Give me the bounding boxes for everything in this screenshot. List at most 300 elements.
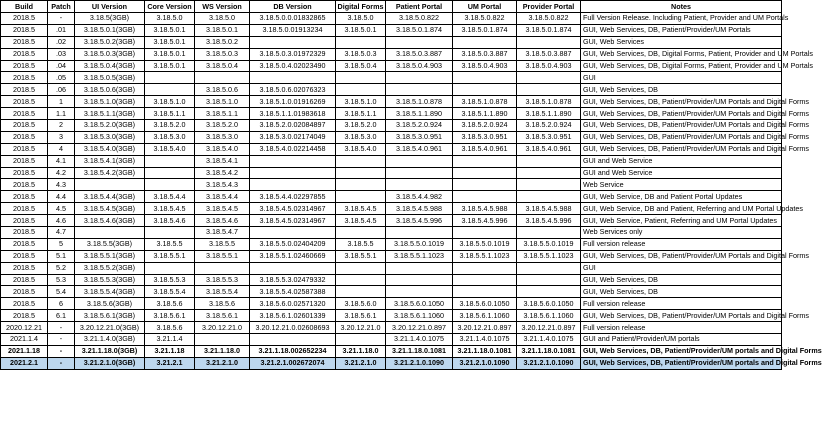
patient-portal-cell[interactable] xyxy=(386,262,453,274)
patch-cell[interactable]: 1.1 xyxy=(48,108,75,120)
um-portal-cell[interactable]: 3.18.5.5.1.1023 xyxy=(453,250,517,262)
core-version-cell[interactable]: 3.18.5.5.1 xyxy=(145,250,195,262)
table-row[interactable] xyxy=(1,310,782,322)
um-portal-cell[interactable] xyxy=(453,191,517,203)
build-cell[interactable]: 2021.1.4 xyxy=(1,334,48,346)
db-version-cell[interactable] xyxy=(250,155,336,167)
notes-cell[interactable]: GUI, Web Services, DB, Patient/Provider/UM Portals and Digital Forms xyxy=(581,96,782,108)
patch-cell[interactable]: 5.1 xyxy=(48,250,75,262)
build-cell[interactable]: 2018.5 xyxy=(1,203,48,215)
build-cell[interactable]: 2018.5 xyxy=(1,179,48,191)
table-row[interactable] xyxy=(1,286,782,298)
digital-forms-cell[interactable] xyxy=(336,334,386,346)
table-row[interactable] xyxy=(1,215,782,227)
ws-version-cell[interactable]: 3.18.5.4.3 xyxy=(195,179,250,191)
um-portal-cell[interactable]: 3.18.5.1.1.890 xyxy=(453,108,517,120)
ui-version-cell[interactable]: 3.18.5.5(3GB) xyxy=(75,238,145,250)
build-cell[interactable]: 2018.5 xyxy=(1,143,48,155)
patch-cell[interactable]: .01 xyxy=(48,24,75,36)
notes-cell[interactable]: GUI, Web Service, Patient, Referring and UM Portal Updates xyxy=(581,215,782,227)
ui-version-cell[interactable]: 3.21.1.4.0(3GB) xyxy=(75,334,145,346)
db-version-cell[interactable] xyxy=(250,167,336,179)
db-version-cell[interactable] xyxy=(250,179,336,191)
patient-portal-cell[interactable]: 3.18.5.0.822 xyxy=(386,13,453,25)
provider-portal-cell[interactable]: 3.18.5.1.1.890 xyxy=(517,108,581,120)
table-row[interactable] xyxy=(1,96,782,108)
ws-version-cell[interactable]: 3.18.5.4.2 xyxy=(195,167,250,179)
build-cell[interactable]: 2018.5 xyxy=(1,262,48,274)
ui-version-cell[interactable]: 3.18.5.1.0(3GB) xyxy=(75,96,145,108)
notes-cell[interactable]: Full version release xyxy=(581,298,782,310)
ui-version-cell[interactable]: 3.18.5.1.1(3GB) xyxy=(75,108,145,120)
digital-forms-cell[interactable] xyxy=(336,36,386,48)
patch-cell[interactable]: 4.5 xyxy=(48,203,75,215)
provider-portal-cell[interactable]: 3.18.5.5.0.1019 xyxy=(517,238,581,250)
ws-version-cell[interactable]: 3.18.5.5 xyxy=(195,238,250,250)
digital-forms-cell[interactable] xyxy=(336,227,386,239)
ui-version-cell[interactable]: 3.21.1.18.0(3GB) xyxy=(75,345,145,357)
core-version-cell[interactable]: 3.21.1.18 xyxy=(145,345,195,357)
core-version-cell[interactable]: 3.18.5.0.1 xyxy=(145,60,195,72)
notes-cell[interactable]: GUI, Web Services, DB xyxy=(581,286,782,298)
patch-cell[interactable]: .03 xyxy=(48,48,75,60)
patient-portal-cell[interactable]: 3.18.5.0.4.903 xyxy=(386,60,453,72)
build-cell[interactable]: 2018.5 xyxy=(1,120,48,132)
provider-portal-cell[interactable]: 3.18.5.5.1.1023 xyxy=(517,250,581,262)
um-portal-cell[interactable]: 3.21.1.18.0.1081 xyxy=(453,345,517,357)
notes-cell[interactable]: Full version release xyxy=(581,322,782,334)
provider-portal-cell[interactable]: 3.18.5.6.1.1060 xyxy=(517,310,581,322)
ws-version-cell[interactable]: 3.18.5.0.3 xyxy=(195,48,250,60)
ui-version-cell[interactable]: 3.20.12.21.0(3GB) xyxy=(75,322,145,334)
digital-forms-cell[interactable]: 3.18.5.0.4 xyxy=(336,60,386,72)
ui-version-cell[interactable]: 3.18.5.0.6(3GB) xyxy=(75,84,145,96)
digital-forms-cell[interactable]: 3.18.5.0 xyxy=(336,13,386,25)
patch-cell[interactable]: 4.3 xyxy=(48,179,75,191)
um-portal-cell[interactable]: 3.18.5.4.5.988 xyxy=(453,203,517,215)
um-portal-cell[interactable]: 3.18.5.3.0.951 xyxy=(453,131,517,143)
patient-portal-cell[interactable] xyxy=(386,72,453,84)
core-version-cell[interactable]: 3.18.5.0.1 xyxy=(145,24,195,36)
build-cell[interactable]: 2018.5 xyxy=(1,227,48,239)
digital-forms-cell[interactable]: 3.18.5.1.0 xyxy=(336,96,386,108)
table-row[interactable] xyxy=(1,167,782,179)
notes-cell[interactable]: Web Services only xyxy=(581,227,782,239)
digital-forms-cell[interactable]: 3.18.5.6.1 xyxy=(336,310,386,322)
notes-cell[interactable]: GUI, Web Services, DB, Digital Forms, Patient, Provider and UM Portals xyxy=(581,60,782,72)
ws-version-cell[interactable]: 3.20.12.21.0 xyxy=(195,322,250,334)
ws-version-cell[interactable]: 3.18.5.4.5 xyxy=(195,203,250,215)
provider-portal-cell[interactable]: 3.21.1.4.0.1075 xyxy=(517,334,581,346)
build-cell[interactable]: 2018.5 xyxy=(1,108,48,120)
ws-version-cell[interactable]: 3.18.5.0.6 xyxy=(195,84,250,96)
table-row[interactable] xyxy=(1,120,782,132)
db-version-cell[interactable] xyxy=(250,36,336,48)
notes-cell[interactable]: GUI, Web Services, DB, Patient/Provider/UM Portals and Digital Forms xyxy=(581,108,782,120)
provider-portal-cell[interactable]: 3.18.5.6.0.1050 xyxy=(517,298,581,310)
digital-forms-cell[interactable]: 3.20.12.21.0 xyxy=(336,322,386,334)
build-cell[interactable]: 2018.5 xyxy=(1,60,48,72)
ws-version-cell[interactable]: 3.18.5.4.7 xyxy=(195,227,250,239)
db-version-cell[interactable]: 3.18.5.0.6.02076323 xyxy=(250,84,336,96)
build-cell[interactable]: 2021.2.1 xyxy=(1,357,48,369)
um-portal-cell[interactable] xyxy=(453,286,517,298)
build-cell[interactable]: 2018.5 xyxy=(1,24,48,36)
digital-forms-cell[interactable]: 3.18.5.5.1 xyxy=(336,250,386,262)
core-version-cell[interactable]: 3.18.5.4.6 xyxy=(145,215,195,227)
core-version-cell[interactable]: 3.18.5.6 xyxy=(145,298,195,310)
ui-version-cell[interactable]: 3.18.5.5.2(3GB) xyxy=(75,262,145,274)
patient-portal-cell[interactable] xyxy=(386,155,453,167)
patient-portal-cell[interactable] xyxy=(386,167,453,179)
notes-cell[interactable]: GUI xyxy=(581,72,782,84)
patch-cell[interactable]: 5 xyxy=(48,238,75,250)
ui-version-cell[interactable]: 3.18.5.4.4(3GB) xyxy=(75,191,145,203)
digital-forms-cell[interactable]: 3.18.5.5 xyxy=(336,238,386,250)
ws-version-cell[interactable]: 3.18.5.5.1 xyxy=(195,250,250,262)
db-version-cell[interactable]: 3.18.5.2.0.02084897 xyxy=(250,120,336,132)
patient-portal-cell[interactable]: 3.21.2.1.0.1090 xyxy=(386,357,453,369)
patient-portal-cell[interactable]: 3.18.5.0.3.887 xyxy=(386,48,453,60)
notes-cell[interactable]: GUI, Web Service, DB and Patient Portal Updates xyxy=(581,191,782,203)
table-row[interactable] xyxy=(1,334,782,346)
build-cell[interactable]: 2018.5 xyxy=(1,13,48,25)
ui-version-cell[interactable]: 3.18.5.0.4(3GB) xyxy=(75,60,145,72)
provider-portal-cell[interactable] xyxy=(517,72,581,84)
ui-version-cell[interactable]: 3.18.5(3GB) xyxy=(75,13,145,25)
table-row[interactable] xyxy=(1,322,782,334)
db-version-cell[interactable] xyxy=(250,334,336,346)
db-version-cell[interactable]: 3.18.5.0.0.01832865 xyxy=(250,13,336,25)
ui-version-cell[interactable]: 3.18.5.0.3(3GB) xyxy=(75,48,145,60)
core-version-cell[interactable]: 3.18.5.2.0 xyxy=(145,120,195,132)
db-version-cell[interactable]: 3.18.5.0.3.01972329 xyxy=(250,48,336,60)
core-version-cell[interactable]: 3.18.5.5.4 xyxy=(145,286,195,298)
provider-portal-cell[interactable] xyxy=(517,227,581,239)
ws-version-cell[interactable]: 3.21.2.1.0 xyxy=(195,357,250,369)
ws-version-cell[interactable]: 3.18.5.0.2 xyxy=(195,36,250,48)
db-version-cell[interactable]: 3.18.5.1.0.01916269 xyxy=(250,96,336,108)
ui-version-cell[interactable]: 3.21.2.1.0(3GB) xyxy=(75,357,145,369)
patient-portal-cell[interactable]: 3.18.5.4.5.988 xyxy=(386,203,453,215)
digital-forms-cell[interactable]: 3.21.1.18.0 xyxy=(336,345,386,357)
um-portal-cell[interactable]: 3.20.12.21.0.897 xyxy=(453,322,517,334)
provider-portal-cell[interactable]: 3.18.5.0.1.874 xyxy=(517,24,581,36)
table-row[interactable] xyxy=(1,84,782,96)
patch-cell[interactable]: - xyxy=(48,13,75,25)
ws-version-cell[interactable]: 3.18.5.5.3 xyxy=(195,274,250,286)
patch-cell[interactable]: - xyxy=(48,357,75,369)
um-portal-cell[interactable] xyxy=(453,262,517,274)
ui-version-cell[interactable]: 3.18.5.6.1(3GB) xyxy=(75,310,145,322)
patch-cell[interactable]: - xyxy=(48,322,75,334)
um-portal-cell[interactable] xyxy=(453,167,517,179)
notes-cell[interactable]: GUI, Web Services, DB, Patient/Provider/UM portals and Digital Forms xyxy=(581,345,782,357)
db-version-cell[interactable]: 3.18.5.5.4.02587388 xyxy=(250,286,336,298)
digital-forms-cell[interactable]: 3.18.5.1.1 xyxy=(336,108,386,120)
provider-portal-cell[interactable] xyxy=(517,155,581,167)
db-version-cell[interactable]: 3.18.5.0.01913234 xyxy=(250,24,336,36)
notes-cell[interactable]: GUI xyxy=(581,262,782,274)
build-cell[interactable]: 2018.5 xyxy=(1,96,48,108)
digital-forms-cell[interactable]: 3.18.5.4.5 xyxy=(336,215,386,227)
digital-forms-cell[interactable] xyxy=(336,72,386,84)
db-version-cell[interactable]: 3.21.1.18.002652234 xyxy=(250,345,336,357)
patient-portal-cell[interactable] xyxy=(386,36,453,48)
digital-forms-cell[interactable] xyxy=(336,155,386,167)
core-version-cell[interactable]: 3.18.5.4.0 xyxy=(145,143,195,155)
provider-portal-cell[interactable] xyxy=(517,167,581,179)
table-row[interactable] xyxy=(1,227,782,239)
provider-portal-cell[interactable]: 3.18.5.4.5.988 xyxy=(517,203,581,215)
notes-cell[interactable]: Full Version Release. Including Patient, Provider and UM Portals xyxy=(581,13,782,25)
patch-cell[interactable]: 1 xyxy=(48,96,75,108)
ws-version-cell[interactable]: 3.18.5.1.1 xyxy=(195,108,250,120)
db-version-cell[interactable]: 3.18.5.4.5.02314967 xyxy=(250,203,336,215)
db-version-cell[interactable]: 3.21.2.1.002672074 xyxy=(250,357,336,369)
build-cell[interactable]: 2018.5 xyxy=(1,286,48,298)
core-version-cell[interactable]: 3.18.5.0.1 xyxy=(145,48,195,60)
notes-cell[interactable]: GUI, Web Service, DB and Patient, Referring and UM Portal Updates xyxy=(581,203,782,215)
um-portal-cell[interactable] xyxy=(453,155,517,167)
patch-cell[interactable]: .02 xyxy=(48,36,75,48)
patch-cell[interactable]: 4 xyxy=(48,143,75,155)
provider-portal-cell[interactable]: 3.18.5.4.0.961 xyxy=(517,143,581,155)
core-version-cell[interactable]: 3.18.5.6.1 xyxy=(145,310,195,322)
patient-portal-cell[interactable]: 3.20.12.21.0.897 xyxy=(386,322,453,334)
notes-cell[interactable]: GUI, Web Services, DB, Digital Forms, Patient, Provider and UM Portals xyxy=(581,48,782,60)
db-version-cell[interactable]: 3.18.5.6.1.02601339 xyxy=(250,310,336,322)
patch-cell[interactable]: 3 xyxy=(48,131,75,143)
um-portal-cell[interactable]: 3.18.5.0.3.887 xyxy=(453,48,517,60)
ws-version-cell[interactable] xyxy=(195,72,250,84)
um-portal-cell[interactable]: 3.18.5.2.0.924 xyxy=(453,120,517,132)
table-row[interactable] xyxy=(1,250,782,262)
provider-portal-cell[interactable] xyxy=(517,179,581,191)
build-cell[interactable]: 2018.5 xyxy=(1,238,48,250)
patch-cell[interactable]: 4.6 xyxy=(48,215,75,227)
ws-version-cell[interactable]: 3.18.5.1.0 xyxy=(195,96,250,108)
db-version-cell[interactable]: 3.18.5.5.3.02479332 xyxy=(250,274,336,286)
notes-cell[interactable]: GUI, Web Services, DB, Patient/Provider/UM Portals and Digital Forms xyxy=(581,310,782,322)
db-version-cell[interactable]: 3.18.5.4.0.02214458 xyxy=(250,143,336,155)
ws-version-cell[interactable]: 3.18.5.4.4 xyxy=(195,191,250,203)
ws-version-cell[interactable]: 3.18.5.4.1 xyxy=(195,155,250,167)
provider-portal-cell[interactable]: 3.18.5.0.3.887 xyxy=(517,48,581,60)
patient-portal-cell[interactable]: 3.18.5.4.5.996 xyxy=(386,215,453,227)
core-version-cell[interactable] xyxy=(145,155,195,167)
ws-version-cell[interactable]: 3.21.1.18.0 xyxy=(195,345,250,357)
core-version-cell[interactable] xyxy=(145,84,195,96)
provider-portal-cell[interactable]: 3.18.5.2.0.924 xyxy=(517,120,581,132)
db-version-cell[interactable] xyxy=(250,262,336,274)
um-portal-cell[interactable] xyxy=(453,274,517,286)
core-version-cell[interactable] xyxy=(145,72,195,84)
ws-version-cell[interactable]: 3.18.5.6.1 xyxy=(195,310,250,322)
build-cell[interactable]: 2018.5 xyxy=(1,215,48,227)
core-version-cell[interactable]: 3.18.5.6 xyxy=(145,322,195,334)
um-portal-cell[interactable]: 3.18.5.6.1.1060 xyxy=(453,310,517,322)
um-portal-cell[interactable]: 3.18.5.6.0.1050 xyxy=(453,298,517,310)
db-version-cell[interactable]: 3.18.5.0.4.02023490 xyxy=(250,60,336,72)
patient-portal-cell[interactable]: 3.18.5.4.4.982 xyxy=(386,191,453,203)
digital-forms-cell[interactable]: 3.18.5.3.0 xyxy=(336,131,386,143)
um-portal-cell[interactable] xyxy=(453,72,517,84)
ui-version-cell[interactable]: 3.18.5.6(3GB) xyxy=(75,298,145,310)
ws-version-cell[interactable] xyxy=(195,262,250,274)
patch-cell[interactable]: - xyxy=(48,334,75,346)
core-version-cell[interactable] xyxy=(145,179,195,191)
digital-forms-cell[interactable] xyxy=(336,167,386,179)
digital-forms-cell[interactable]: 3.18.5.4.0 xyxy=(336,143,386,155)
core-version-cell[interactable]: 3.18.5.5 xyxy=(145,238,195,250)
db-version-cell[interactable] xyxy=(250,72,336,84)
patch-cell[interactable]: 4.2 xyxy=(48,167,75,179)
patch-cell[interactable]: 4.7 xyxy=(48,227,75,239)
db-version-cell[interactable]: 3.18.5.4.5.02314967 xyxy=(250,215,336,227)
notes-cell[interactable]: GUI and Web Service xyxy=(581,167,782,179)
provider-portal-cell[interactable] xyxy=(517,191,581,203)
table-row[interactable] xyxy=(1,13,782,25)
provider-portal-cell[interactable]: 3.18.5.0.822 xyxy=(517,13,581,25)
ui-version-cell[interactable]: 3.18.5.4.0(3GB) xyxy=(75,143,145,155)
provider-portal-cell[interactable]: 3.20.12.21.0.897 xyxy=(517,322,581,334)
um-portal-cell[interactable]: 3.18.5.4.0.961 xyxy=(453,143,517,155)
ui-version-cell[interactable]: 3.18.5.5.3(3GB) xyxy=(75,274,145,286)
digital-forms-cell[interactable]: 3.21.2.1.0 xyxy=(336,357,386,369)
table-row[interactable] xyxy=(1,179,782,191)
table-row[interactable] xyxy=(1,143,782,155)
patient-portal-cell[interactable]: 3.18.5.1.1.890 xyxy=(386,108,453,120)
digital-forms-cell[interactable] xyxy=(336,262,386,274)
patient-portal-cell[interactable]: 3.18.5.6.0.1050 xyxy=(386,298,453,310)
build-cell[interactable]: 2020.12.21 xyxy=(1,322,48,334)
provider-portal-cell[interactable]: 3.21.1.18.0.1081 xyxy=(517,345,581,357)
digital-forms-cell[interactable] xyxy=(336,179,386,191)
provider-portal-cell[interactable]: 3.18.5.3.0.951 xyxy=(517,131,581,143)
ws-version-cell[interactable]: 3.18.5.4.6 xyxy=(195,215,250,227)
notes-cell[interactable]: GUI and Web Service xyxy=(581,155,782,167)
build-cell[interactable]: 2021.1.18 xyxy=(1,345,48,357)
patient-portal-cell[interactable] xyxy=(386,227,453,239)
digital-forms-cell[interactable] xyxy=(336,84,386,96)
ui-version-cell[interactable]: 3.18.5.5.4(3GB) xyxy=(75,286,145,298)
patch-cell[interactable]: 6.1 xyxy=(48,310,75,322)
patch-cell[interactable]: - xyxy=(48,345,75,357)
digital-forms-cell[interactable]: 3.18.5.2.0 xyxy=(336,120,386,132)
table-row[interactable] xyxy=(1,262,782,274)
build-cell[interactable]: 2018.5 xyxy=(1,310,48,322)
notes-cell[interactable]: Full version release xyxy=(581,238,782,250)
core-version-cell[interactable]: 3.18.5.0 xyxy=(145,13,195,25)
db-version-cell[interactable] xyxy=(250,227,336,239)
notes-cell[interactable]: GUI, Web Services, DB xyxy=(581,84,782,96)
provider-portal-cell[interactable]: 3.18.5.4.5.996 xyxy=(517,215,581,227)
um-portal-cell[interactable]: 3.18.5.0.822 xyxy=(453,13,517,25)
provider-portal-cell[interactable]: 3.18.5.0.4.903 xyxy=(517,60,581,72)
core-version-cell[interactable]: 3.21.2.1 xyxy=(145,357,195,369)
provider-portal-cell[interactable] xyxy=(517,84,581,96)
ui-version-cell[interactable]: 3.18.5.2.0(3GB) xyxy=(75,120,145,132)
um-portal-cell[interactable]: 3.21.2.1.0.1090 xyxy=(453,357,517,369)
um-portal-cell[interactable] xyxy=(453,36,517,48)
build-cell[interactable]: 2018.5 xyxy=(1,274,48,286)
notes-cell[interactable]: GUI, Web Services, DB, Patient/Provider/UM Portals and Digital Forms xyxy=(581,131,782,143)
patient-portal-cell[interactable] xyxy=(386,84,453,96)
patient-portal-cell[interactable]: 3.18.5.1.0.878 xyxy=(386,96,453,108)
core-version-cell[interactable] xyxy=(145,167,195,179)
digital-forms-cell[interactable]: 3.18.5.4.5 xyxy=(336,203,386,215)
ws-version-cell[interactable]: 3.18.5.0 xyxy=(195,13,250,25)
core-version-cell[interactable]: 3.21.1.4 xyxy=(145,334,195,346)
provider-portal-cell[interactable] xyxy=(517,262,581,274)
patient-portal-cell[interactable]: 3.21.1.4.0.1075 xyxy=(386,334,453,346)
build-cell[interactable]: 2018.5 xyxy=(1,167,48,179)
ws-version-cell[interactable]: 3.18.5.0.1 xyxy=(195,24,250,36)
patch-cell[interactable]: 5.4 xyxy=(48,286,75,298)
patch-cell[interactable]: .06 xyxy=(48,84,75,96)
provider-portal-cell[interactable] xyxy=(517,286,581,298)
db-version-cell[interactable]: 3.18.5.5.1.02460669 xyxy=(250,250,336,262)
patient-portal-cell[interactable]: 3.18.5.0.1.874 xyxy=(386,24,453,36)
build-cell[interactable]: 2018.5 xyxy=(1,36,48,48)
core-version-cell[interactable]: 3.18.5.3.0 xyxy=(145,131,195,143)
ui-version-cell[interactable]: 3.18.5.4.5(3GB) xyxy=(75,203,145,215)
ui-version-cell[interactable]: 3.18.5.4.6(3GB) xyxy=(75,215,145,227)
table-row[interactable] xyxy=(1,108,782,120)
build-cell[interactable]: 2018.5 xyxy=(1,48,48,60)
notes-cell[interactable]: GUI, Web Services, DB, Patient/Provider/UM Portals and Digital Forms xyxy=(581,250,782,262)
core-version-cell[interactable] xyxy=(145,262,195,274)
notes-cell[interactable]: GUI, Web Services, DB xyxy=(581,274,782,286)
um-portal-cell[interactable]: 3.18.5.0.1.874 xyxy=(453,24,517,36)
patch-cell[interactable]: 5.3 xyxy=(48,274,75,286)
build-cell[interactable]: 2018.5 xyxy=(1,155,48,167)
patient-portal-cell[interactable]: 3.18.5.2.0.924 xyxy=(386,120,453,132)
ws-version-cell[interactable]: 3.18.5.4.0 xyxy=(195,143,250,155)
ws-version-cell[interactable] xyxy=(195,334,250,346)
ui-version-cell[interactable]: 3.18.5.5.1(3GB) xyxy=(75,250,145,262)
patch-cell[interactable]: .04 xyxy=(48,60,75,72)
build-cell[interactable]: 2018.5 xyxy=(1,250,48,262)
ui-version-cell[interactable]: 3.18.5.0.5(3GB) xyxy=(75,72,145,84)
um-portal-cell[interactable]: 3.18.5.4.5.996 xyxy=(453,215,517,227)
patch-cell[interactable]: 5.2 xyxy=(48,262,75,274)
um-portal-cell[interactable]: 3.18.5.0.4.903 xyxy=(453,60,517,72)
build-cell[interactable]: 2018.5 xyxy=(1,84,48,96)
provider-portal-cell[interactable]: 3.18.5.1.0.878 xyxy=(517,96,581,108)
patient-portal-cell[interactable]: 3.18.5.6.1.1060 xyxy=(386,310,453,322)
ui-version-cell[interactable] xyxy=(75,179,145,191)
um-portal-cell[interactable]: 3.18.5.1.0.878 xyxy=(453,96,517,108)
patient-portal-cell[interactable]: 3.18.5.4.0.961 xyxy=(386,143,453,155)
digital-forms-cell[interactable]: 3.18.5.6.0 xyxy=(336,298,386,310)
db-version-cell[interactable]: 3.18.5.1.1.01983618 xyxy=(250,108,336,120)
table-row[interactable] xyxy=(1,345,782,357)
table-row[interactable] xyxy=(1,298,782,310)
patient-portal-cell[interactable] xyxy=(386,179,453,191)
notes-cell[interactable]: GUI, Web Services, DB, Patient/Provider/UM Portals and Digital Forms xyxy=(581,143,782,155)
table-row[interactable] xyxy=(1,203,782,215)
notes-cell[interactable]: GUI, Web Services, DB, Patient/Provider/UM Portals and Digital Forms xyxy=(581,120,782,132)
notes-cell[interactable]: GUI, Web Services xyxy=(581,36,782,48)
core-version-cell[interactable]: 3.18.5.5.3 xyxy=(145,274,195,286)
build-cell[interactable]: 2018.5 xyxy=(1,131,48,143)
ui-version-cell[interactable]: 3.18.5.3.0(3GB) xyxy=(75,131,145,143)
um-portal-cell[interactable] xyxy=(453,227,517,239)
core-version-cell[interactable]: 3.18.5.0.1 xyxy=(145,36,195,48)
db-version-cell[interactable]: 3.18.5.5.0.02404209 xyxy=(250,238,336,250)
